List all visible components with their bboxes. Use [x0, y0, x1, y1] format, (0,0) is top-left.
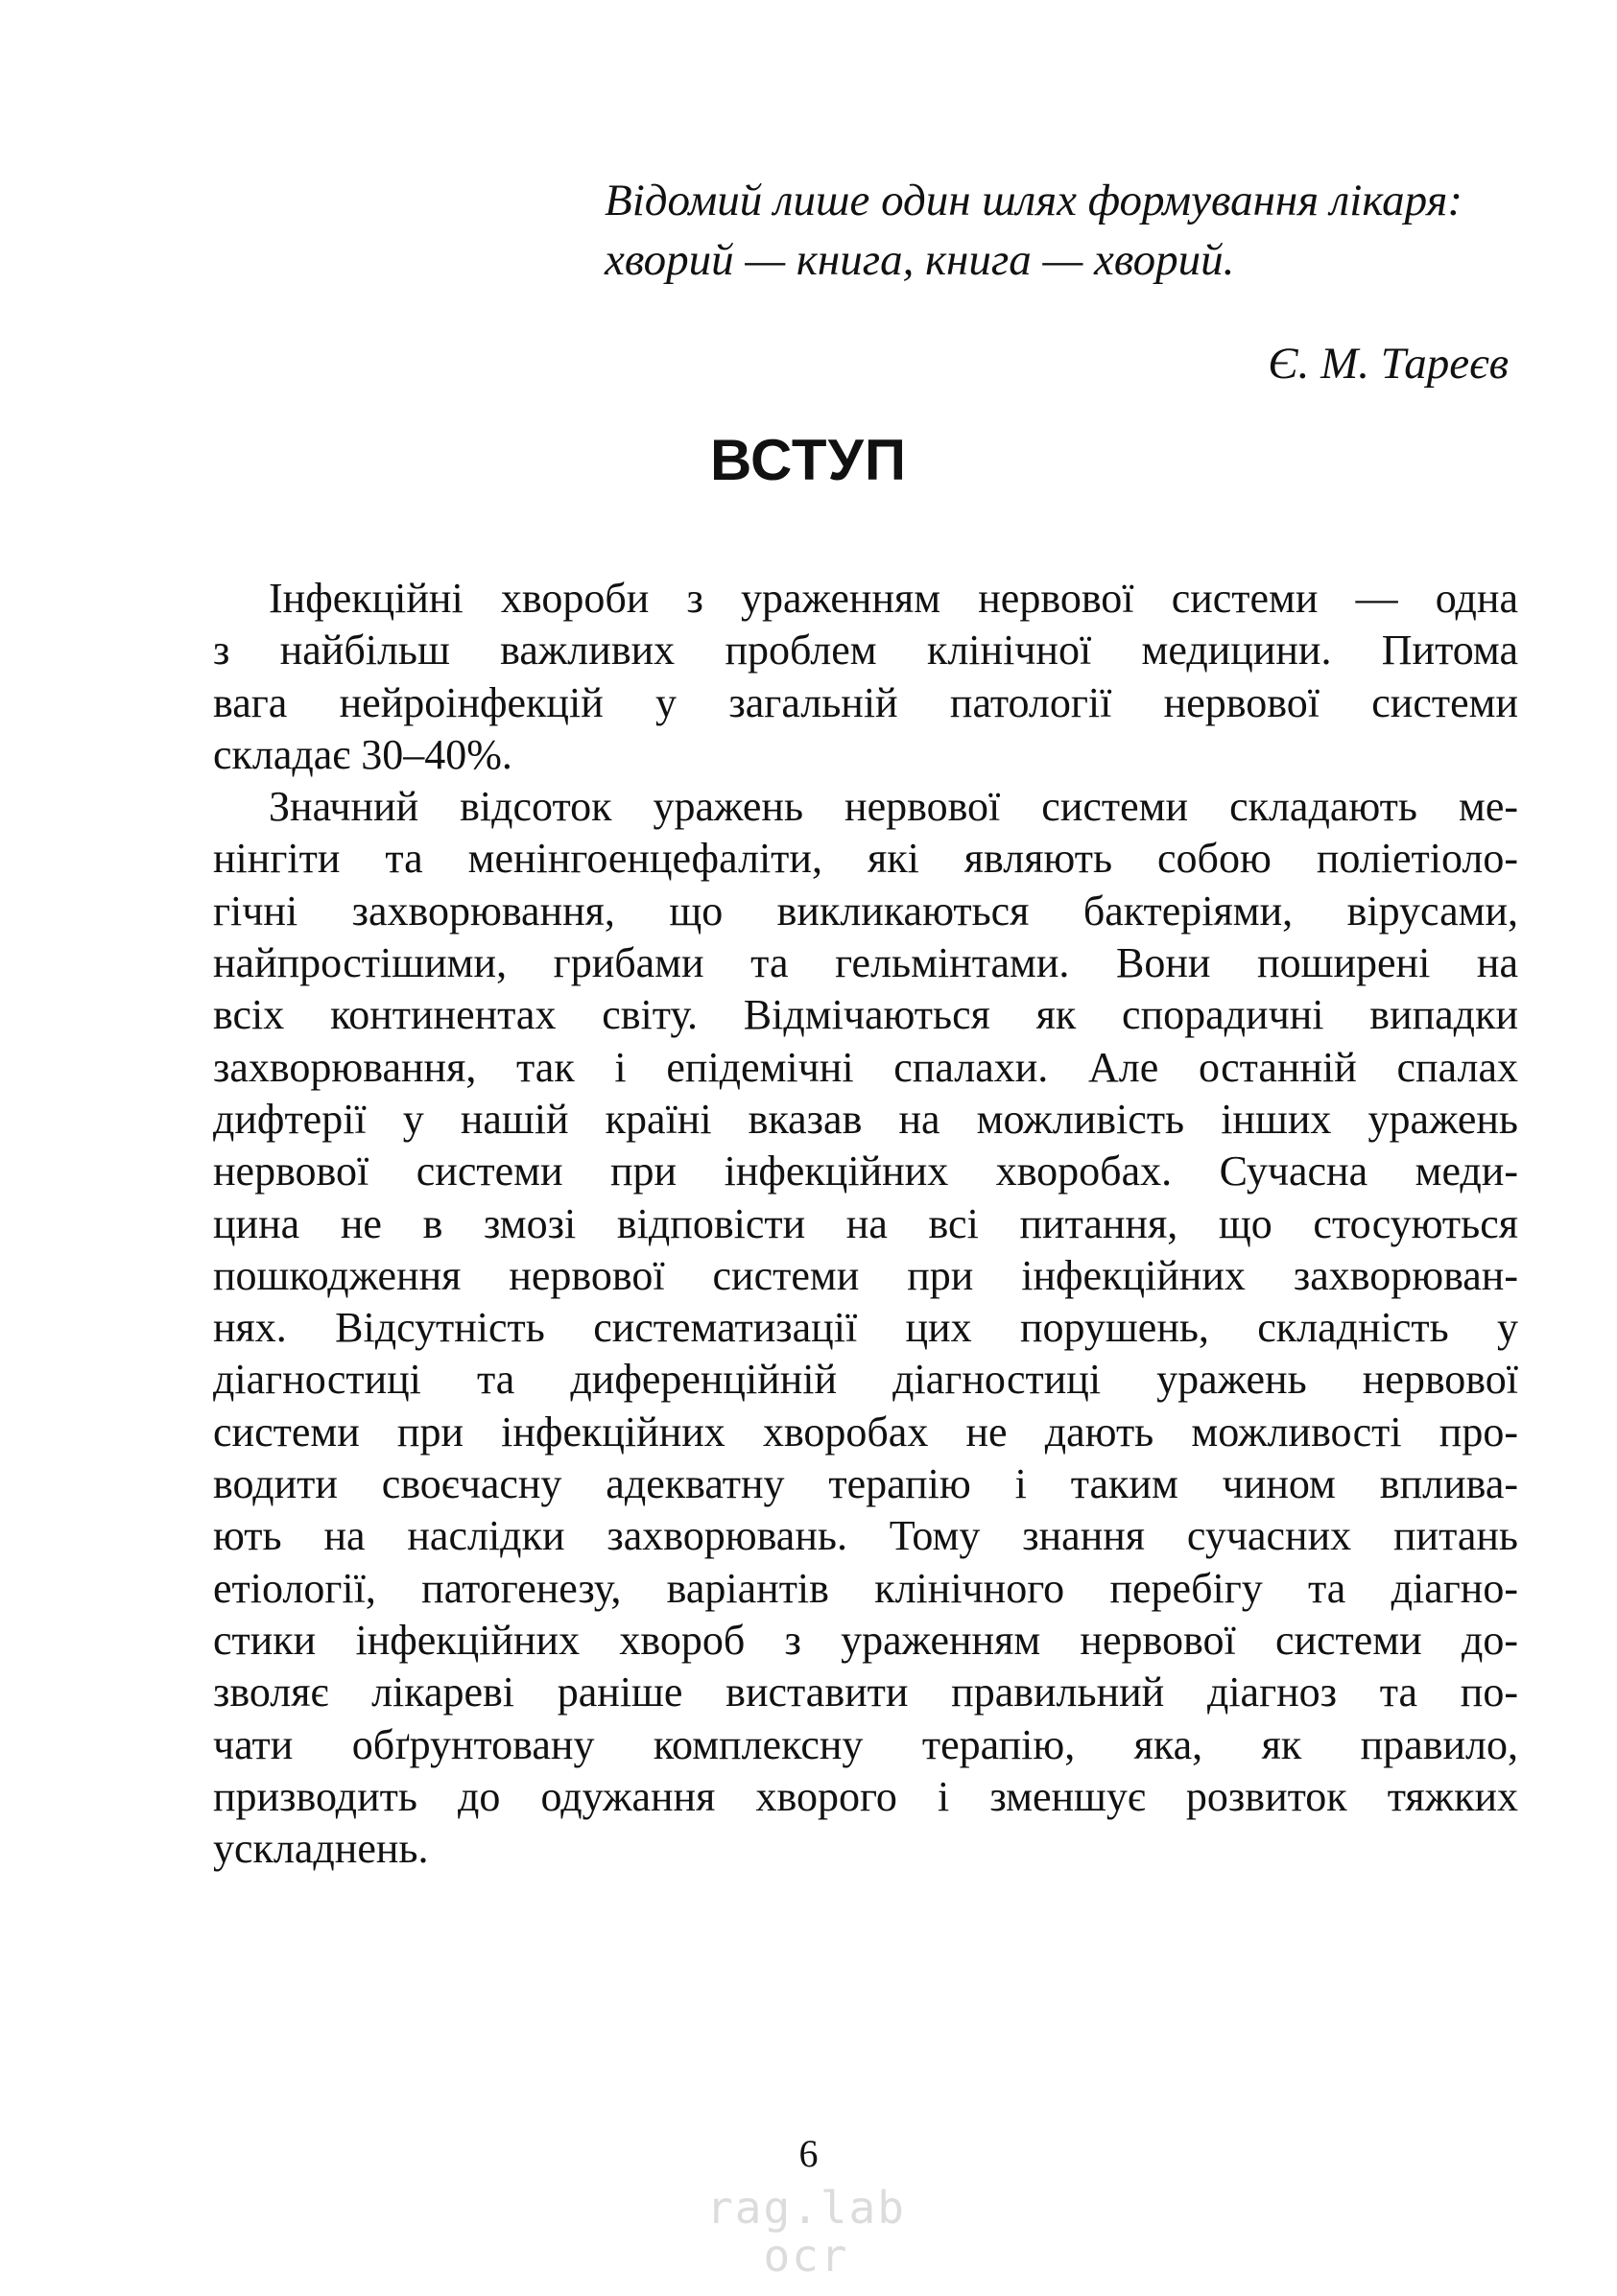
- text-line: з найбільш важливих проблем клінічної медицини. Питома: [213, 627, 1518, 675]
- watermark: [662, 2184, 950, 2280]
- body-text: [213, 573, 1518, 1875]
- text-line: ють на наслідки захворювань. Тому знання сучасних питань: [213, 1512, 1518, 1560]
- text-line: гічні захворювання, що викликаються бактеріями, вірусами,: [213, 887, 1518, 935]
- text-line: водити своєчасну адекватну терапію і таким чином вплива-: [213, 1460, 1518, 1508]
- watermark-line-2: ocr: [763, 2230, 849, 2282]
- text-line: нях. Відсутність систематизації цих порушень, складність у: [213, 1304, 1518, 1352]
- text-line: дифтерії у нашій країні вказав на можливість інших уражень: [213, 1095, 1518, 1143]
- epigraph-author: Є. М. Тареєв: [1268, 339, 1509, 389]
- watermark-line-1: rag.lab: [706, 2182, 906, 2234]
- text-line: стики інфекційних хвороб з ураженням нервової системи до-: [213, 1616, 1518, 1664]
- epigraph: [605, 171, 1526, 290]
- text-line: зволяє лікареві раніше виставити правильний діагноз та по-: [213, 1669, 1518, 1716]
- text-line: системи при інфекційних хворобах не дають можливості про-: [213, 1408, 1518, 1456]
- text-line: найпростішими, грибами та гельмінтами. Вони поширені на: [213, 939, 1518, 987]
- text-line: чати обґрунтовану комплексну терапію, яка, як правило,: [213, 1720, 1518, 1768]
- text-line: складає 30–40%.: [213, 730, 512, 778]
- epigraph-line-2: хворий — книга, книга — хворий.: [605, 235, 1235, 285]
- paragraph-2: [213, 781, 1518, 1875]
- text-line: етіології, патогенезу, варіантів клінічного перебігу та діагно-: [213, 1564, 1518, 1612]
- text-line: нервової системи при інфекційних хворобах. Сучасна меди-: [213, 1148, 1518, 1195]
- page-number: 6: [798, 2132, 819, 2175]
- text-line: захворювання, так і епідемічні спалахи. Але останній спалах: [213, 1043, 1518, 1091]
- text-line: Інфекційні хвороби з ураженням нервової системи — одна: [269, 575, 1518, 622]
- text-line: Значний відсоток уражень нервової системи складають ме-: [269, 783, 1518, 831]
- text-line: цина не в змозі відповісти на всі питання, що стосуються: [213, 1199, 1518, 1247]
- text-line: вага нейроінфекцій у загальній патології нервової системи: [213, 678, 1518, 726]
- text-line: ускладнень.: [213, 1825, 429, 1873]
- epigraph-line-1: Відомий лише один шлях формування лікаря:: [605, 176, 1463, 225]
- page-title: ВСТУП: [710, 428, 907, 492]
- paragraph-1: [213, 573, 1518, 781]
- text-line: всіх континентах світу. Відмічаються як спорадичні випадки: [213, 991, 1518, 1039]
- text-line: пошкодження нервової системи при інфекційних захворюван-: [213, 1251, 1518, 1299]
- text-line: нінгіти та менінгоенцефаліти, які являють собою поліетіоло-: [213, 835, 1518, 883]
- text-line: призводить до одужання хворого і зменшує розвиток тяжких: [213, 1772, 1518, 1820]
- text-line: діагностиці та диференційній діагностиці уражень нервової: [213, 1356, 1518, 1404]
